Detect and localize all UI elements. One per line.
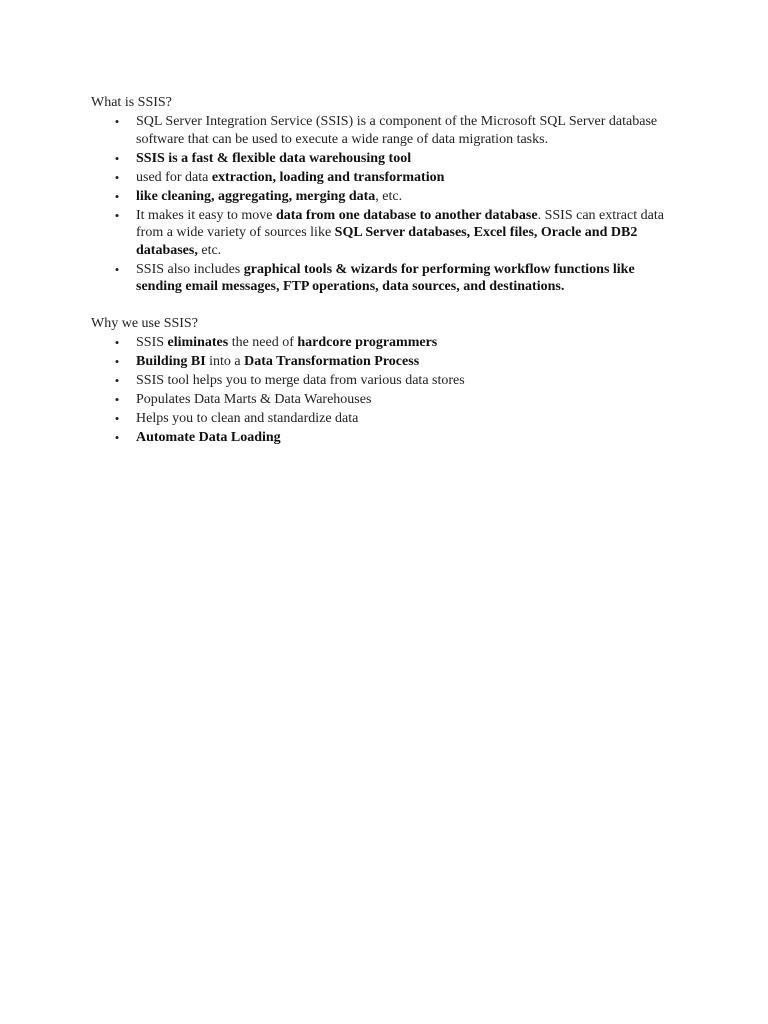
bullet-icon: • [114,114,120,129]
text-run: , etc. [375,188,403,204]
bullet-list [91,113,691,296]
bullet-item [91,372,691,390]
bullet-icon: • [114,188,120,204]
bullet-text [136,429,681,447]
text-run: SSIS [136,335,168,350]
section-heading: Why we use SSIS? [91,316,198,331]
text-run: . SSIS can extract data from a wide variety of sources like [136,207,664,240]
bold-text-run: SSIS is a fast & flexible data warehousing tool [136,150,412,166]
bold-text-run: data from one database to another database [275,207,538,223]
bullet-icon: • [114,392,120,407]
bullet-text [136,334,681,352]
bullet-text [136,113,681,148]
bullet-text [136,372,681,390]
text-run: etc. [197,242,222,258]
bullet-text [136,207,681,260]
bullet-item [91,169,691,187]
bold-text-run: hardcore programmers [297,335,438,350]
section-heading: What is SSIS? [91,95,172,110]
bullet-item [91,334,691,352]
text-run: into a [205,354,245,369]
bullet-item [91,113,691,148]
bullet-icon: • [114,169,120,185]
section-what-is-ssis [91,94,691,297]
bullet-text [136,353,681,371]
bullet-item [91,261,691,296]
bold-text-run: graphical tools & wizards for performing workflow functions like sending email messages, FTP operations, data sources, and destinations. [136,261,635,294]
bold-text-run: Automate Data Loading [136,430,281,445]
bullet-icon: • [114,354,120,369]
text-run: the need of [228,335,298,350]
bullet-item [91,353,691,371]
bullet-icon: • [114,411,120,426]
bullet-text [136,410,681,428]
bullet-item [91,150,691,168]
bullet-item [91,429,691,447]
bullet-text [136,391,681,409]
bullet-item [91,188,691,206]
bullet-text [136,261,681,296]
bold-text-run: eliminates [167,335,229,350]
text-run: Populates Data Marts & Data Warehouses [136,392,372,407]
text-run: Helps you to clean and standardize data [136,411,359,426]
text-run: SQL Server Integration Service (SSIS) is a component of the Microsoft SQL Server database software that can be used to execute a wide range of data migration tasks. [136,114,658,147]
bullet-list [91,334,691,447]
bullet-icon: • [114,373,120,388]
text-run: SSIS tool helps you to merge data from various data stores [136,373,465,388]
bullet-icon: • [114,150,120,166]
bullet-item [91,391,691,409]
bullet-icon: • [114,335,120,350]
bullet-text [136,150,681,168]
bullet-text [136,169,681,187]
bullet-icon: • [114,430,120,445]
bullet-item [91,207,691,260]
text-run: used for data [136,169,212,185]
bold-text-run: SQL Server databases, Excel files, Oracle and DB2 databases, [136,225,638,258]
bold-text-run: like cleaning, aggregating, merging data [136,188,376,204]
section-why-use-ssis [91,315,691,448]
bullet-text [136,188,681,206]
bold-text-run: extraction, loading and transformation [211,169,445,185]
text-run: SSIS also includes [136,261,244,277]
bold-text-run: Data Transformation Process [244,354,420,369]
bold-text-run: Building BI [136,354,206,369]
bullet-icon: • [114,261,120,277]
bullet-item [91,410,691,428]
text-run: It makes it easy to move [136,207,276,223]
bullet-icon: • [114,207,120,223]
